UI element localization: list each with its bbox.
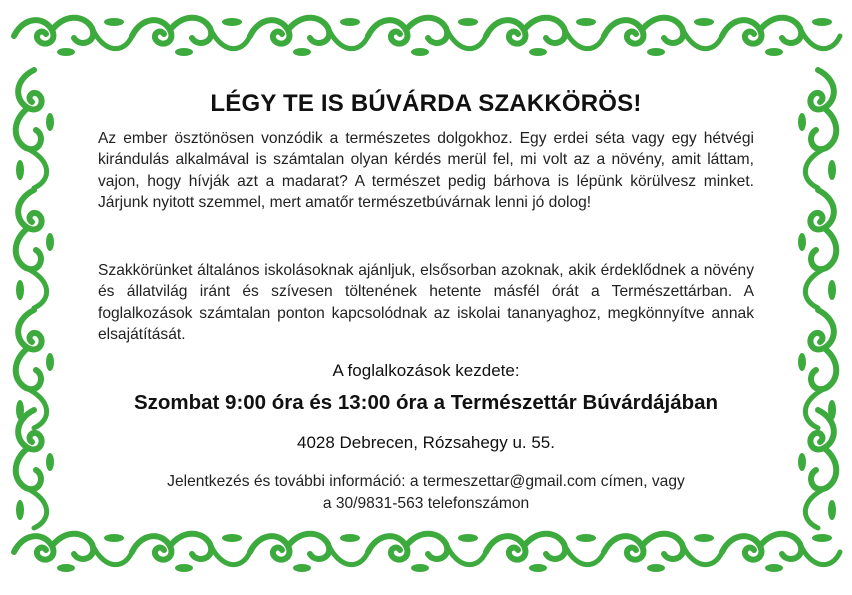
description-paragraph: Szakkörünket általános iskolásoknak ajánljuk, elsősorban azoknak, akik érdeklődnek a növény és állatvilág iránt és szívesen töltenének hetente másfél órát a Természettárban. A foglalkozások számtalan ponton kapcsolódnak az iskolai tananyaghoz, megkönnyítve annak elsajátítását. [98, 262, 754, 343]
start-label: A foglalkozások kezdete: [332, 361, 520, 380]
intro-paragraph: Az ember ösztönösen vonzódik a természetes dolgokhoz. Egy erdei séta vagy egy hétvégi kirándulás alkalmával is számtalan olyan kérdés merül fel, mi volt az a növény, amit láttam, vajon, hogy hívják azt a madarat? A természet pedig bárhova is lépünk körülvesz minket. Járjunk nyitott szemmel, mert amatőr természetbúvárnak lenni jó dolog! [98, 130, 754, 211]
schedule-text: Szombat 9:00 óra és 13:00 óra a Természettár Búvárdájában [133, 391, 719, 414]
contact-line-1: Jelentkezés és további információ: a termeszettar@gmail.com címen, vagy [167, 473, 685, 490]
address-text: 4028 Debrecen, Rózsahegy u. 55. [296, 433, 555, 452]
contact-info [98, 471, 754, 515]
page-title: LÉGY TE IS BÚVÁRDA SZAKKÖRÖS! [210, 90, 642, 117]
contact-line-2: a 30/9831-563 telefonszámon [322, 495, 530, 512]
